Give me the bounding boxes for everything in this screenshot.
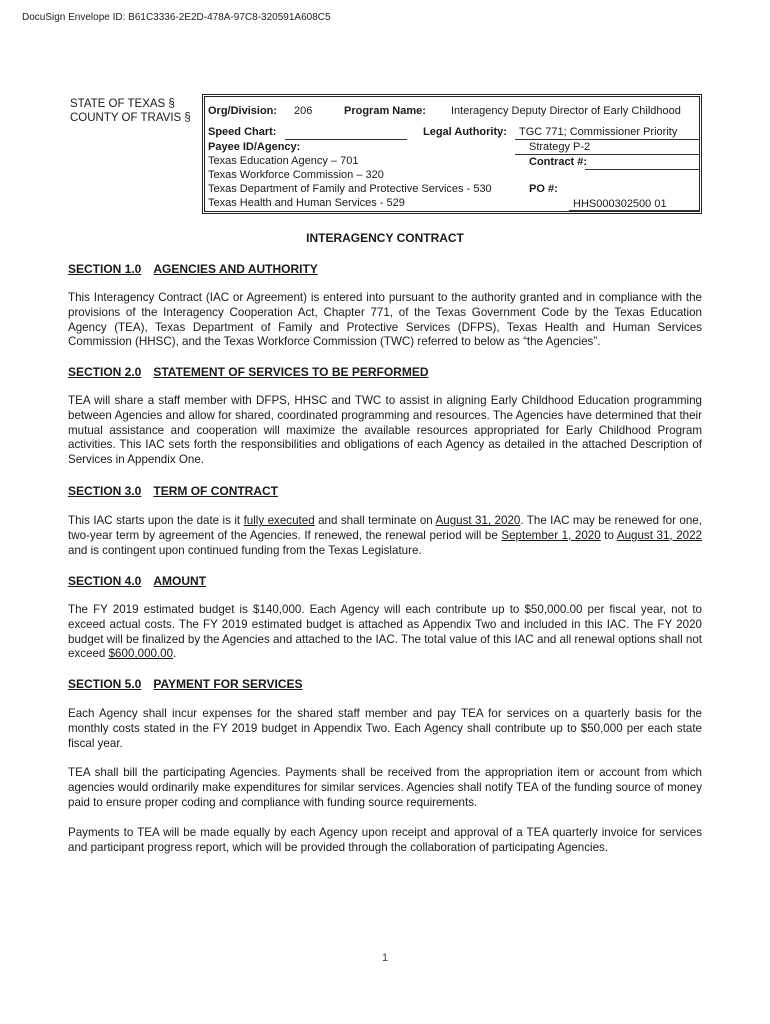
section-3-heading xyxy=(68,484,278,498)
section-4-text-1: The FY 2019 estimated budget is $140,000. Each Agency will each contribute up to $50,000.00 per fiscal year, not to exceed actual costs. The FY 2019 estimated budget is attached as Appendix Two and included in this IAC. The FY 2020 budget will be finalized by the Agencies and attached to the IAC. The total value of this IAC and all renewal options shall not exceed xyxy=(68,603,702,661)
section-3-text-4: to xyxy=(600,528,617,542)
section-3-text-3: . The IAC may be renewed for one, two-year term by agreement of the Agencies. If renewed, the renewal period will be xyxy=(68,514,702,542)
document-title: INTERAGENCY CONTRACT xyxy=(306,231,464,245)
section-5-body-2: TEA shall bill the participating Agencies. Payments shall be received from the appropriation item or account from which agencies would ordinarily make expenditures for similar services. Agencies shall notify TEA of the funding source of money paid to ensure proper coding and compliance with funding source requirements. xyxy=(68,766,702,809)
section-4-number: SECTION 4.0 xyxy=(68,574,142,588)
po-number-label: PO #: xyxy=(529,183,558,195)
section-5-number: SECTION 5.0 xyxy=(68,677,142,691)
total-contract-value: $600,000.00 xyxy=(108,647,174,661)
program-name-value: Interagency Deputy Director of Early Childhood xyxy=(451,105,681,117)
speed-chart-label: Speed Chart: xyxy=(208,126,277,138)
org-division-value: 206 xyxy=(294,105,313,117)
page-number: 1 xyxy=(381,952,389,964)
legal-authority-label: Legal Authority: xyxy=(423,126,507,138)
fully-executed-term: fully executed xyxy=(243,514,315,527)
legal-authority-value-2: Strategy P-2 xyxy=(529,141,591,153)
section-5-heading xyxy=(68,677,303,691)
section-2-body: TEA will share a staff member with DFPS, HHSC and TWC to assist in aligning Early Childhood Education programming between Agencies and allow for shared, coordinated programming and resources. The Agencies have determined that their mutual assistance and cooperation will maximize the available resources appropriated for Early Childhood Program activities. This IAC sets forth the responsibilities and obligations of each Agency as detailed in the attached Description of Services in Appendix One. xyxy=(68,394,702,467)
state-line: STATE OF TEXAS § xyxy=(70,98,175,110)
section-2-title: STATEMENT OF SERVICES TO BE PERFORMED xyxy=(153,365,429,379)
section-5-title: PAYMENT FOR SERVICES xyxy=(153,677,303,691)
contract-header-box xyxy=(202,94,702,214)
section-3-number: SECTION 3.0 xyxy=(68,484,142,498)
section-4-text-2: . xyxy=(173,647,177,661)
section-1-heading xyxy=(68,262,318,276)
section-1-body: This Interagency Contract (IAC or Agreement) is entered into pursuant to the authority granted and in compliance with the provisions of the Interagency Cooperation Act, Chapter 771, of the Texas Government Code by the Texas Education Agency (TEA), Texas Department of Family and Protective Services (DFPS), Texas Health and Human Services Commission (HHSC), and the Texas Workforce Commission (TWC) referred to below as “the Agencies”. xyxy=(68,291,702,349)
section-3-title: TERM OF CONTRACT xyxy=(153,484,279,498)
legal-authority-underline-1 xyxy=(515,139,699,140)
legal-authority-underline-2 xyxy=(515,154,699,155)
payee-label: Payee ID/Agency: xyxy=(208,141,301,153)
section-3-text-2: and shall terminate on xyxy=(314,514,436,527)
county-line: COUNTY OF TRAVIS § xyxy=(70,112,191,124)
section-4-body xyxy=(68,603,702,662)
section-3-text-5: and is contingent upon continued funding from the Texas Legislature. xyxy=(68,543,422,557)
section-3-body xyxy=(68,514,702,558)
county-block xyxy=(70,97,191,125)
docusign-envelope-id: DocuSign Envelope ID: B61C3336-2E2D-478A-97C8-320591A608C5 xyxy=(22,12,331,23)
speed-chart-field xyxy=(285,139,407,140)
contract-number-label: Contract #: xyxy=(529,156,588,168)
section-5-body-3: Payments to TEA will be made equally by each Agency upon receipt and approval of a TEA quarterly invoice for services and participant progress report, which will be provided through the collaboration of participating Agencies. xyxy=(68,826,702,854)
section-2-heading xyxy=(68,365,429,379)
po-number-value: HHS000302500 01 xyxy=(573,198,667,210)
org-division-label: Org/Division: xyxy=(208,105,278,117)
section-5-body-1: Each Agency shall incur expenses for the shared staff member and pay TEA for services on a quarterly basis for the monthly costs stated in the FY 2019 budget in Appendix Two. Each Agency shall contribute up to $50,000 per each state fiscal year. xyxy=(68,707,702,750)
po-number-underline xyxy=(569,210,699,211)
section-3-text-1: This IAC starts upon the date is it xyxy=(68,514,244,527)
program-name-label: Program Name: xyxy=(344,105,426,117)
renewal-end-date: August 31, 2022 xyxy=(616,528,702,542)
section-2-number: SECTION 2.0 xyxy=(68,365,142,379)
payee-dfps: Texas Department of Family and Protective Services - 530 xyxy=(208,183,492,195)
section-4-heading xyxy=(68,574,206,588)
section-1-title: AGENCIES AND AUTHORITY xyxy=(153,262,318,276)
contract-number-field xyxy=(585,169,699,170)
termination-date: August 31, 2020 xyxy=(435,514,521,527)
payee-hhs: Texas Health and Human Services - 529 xyxy=(208,197,405,209)
payee-tea: Texas Education Agency – 701 xyxy=(208,155,359,167)
section-1-number: SECTION 1.0 xyxy=(68,262,142,276)
payee-twc: Texas Workforce Commission – 320 xyxy=(208,169,384,181)
section-4-title: AMOUNT xyxy=(153,574,207,588)
renewal-start-date: September 1, 2020 xyxy=(501,528,601,542)
legal-authority-value-1: TGC 771; Commissioner Priority xyxy=(519,126,678,138)
